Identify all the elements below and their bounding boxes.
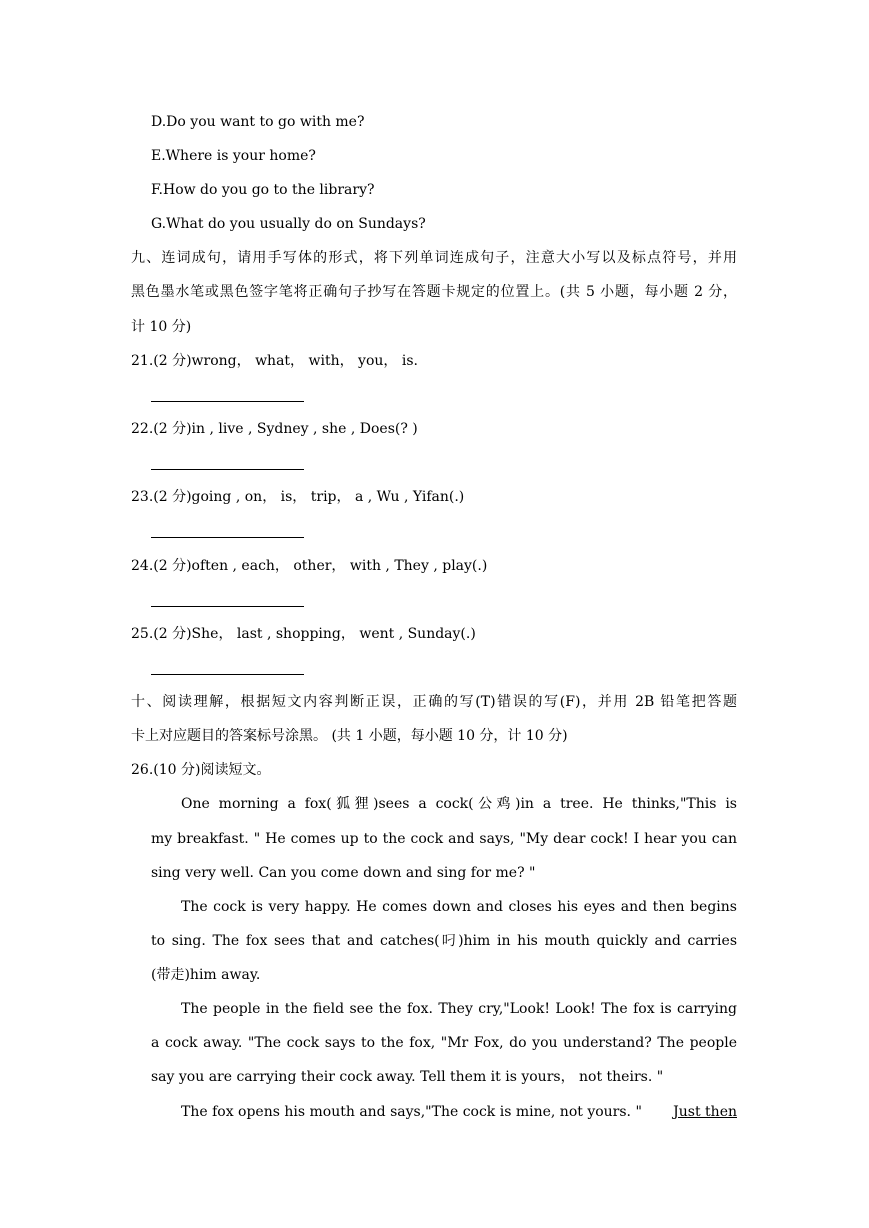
option-e: E.Where is your home?	[151, 148, 316, 164]
question-24: 24.(2 分)often , each， other， with , They , play(.)	[131, 558, 488, 574]
question-25: 25.(2 分)She， last , shopping， went , Sunday(.)	[131, 626, 476, 642]
option-f: F.How do you go to the library?	[151, 182, 375, 198]
passage-p2-line3: (带走)him away.	[151, 967, 261, 983]
question-26: 26.(10 分)阅读短文。	[131, 762, 271, 778]
answer-blank-24[interactable]	[151, 606, 304, 607]
answer-blank-22[interactable]	[151, 469, 304, 470]
passage-p4-underlined-text: Just then	[673, 1104, 737, 1120]
answer-blank-23[interactable]	[151, 537, 304, 538]
answer-blank-21[interactable]	[151, 401, 304, 402]
passage-p1-line2: my breakfast. " He comes up to the cock and says, "My dear cock! I hear you can	[151, 831, 737, 847]
passage-p3-line1: The people in the field see the fox. They cry,"Look! Look! The fox is carrying	[181, 1001, 737, 1017]
passage-p3-line3: say you are carrying their cock away. Tell them it is yours， not theirs. "	[151, 1069, 664, 1085]
section10-heading-line1: 十、阅读理解，根据短文内容判断正误，正确的写(T)错误的写(F)，并用 2B 铅笔把答题	[131, 694, 737, 710]
answer-blank-25[interactable]	[151, 674, 304, 675]
passage-p2-line1: The cock is very happy. He comes down and closes his eyes and then begins	[181, 899, 737, 915]
passage-p3-line2: a cock away. "The cock says to the fox, "Mr Fox, do you understand? The people	[151, 1035, 737, 1051]
passage-p2-line2: to sing. The fox sees that and catches(叼)him in his mouth quickly and carries	[151, 933, 737, 949]
question-23: 23.(2 分)going , on， is， trip， a , Wu , Yifan(.)	[131, 489, 465, 505]
section9-heading-line3: 计 10 分)	[131, 319, 192, 335]
passage-p4-text: The fox opens his mouth and says,"The cock is mine, not yours. "	[181, 1104, 642, 1120]
section9-heading-line2: 黑色墨水笔或黑色签字笔将正确句子抄写在答题卡规定的位置上。(共 5 小题，每小题 2 分，	[131, 284, 737, 300]
passage-p1-line1: One morning a fox(狐狸)sees a cock(公鸡)in a tree. He thinks,"This is	[181, 796, 737, 812]
section10-heading-line2: 卡上对应题目的答案标号涂黑。 (共 1 小题，每小题 10 分，计 10 分)	[131, 728, 568, 744]
option-g: G.What do you usually do on Sundays?	[151, 216, 426, 232]
passage-p4-line1	[181, 1102, 737, 1122]
passage-p1-line3: sing very well. Can you come down and sing for me? "	[151, 865, 536, 881]
question-22: 22.(2 分)in , live , Sydney , she , Does(? )	[131, 421, 418, 437]
question-21: 21.(2 分)wrong， what， with， you， is.	[131, 353, 418, 369]
section9-heading-line1: 九、连词成句，请用手写体的形式，将下列单词连成句子，注意大小写以及标点符号，并用	[131, 250, 737, 266]
option-d: D.Do you want to go with me?	[151, 114, 365, 130]
